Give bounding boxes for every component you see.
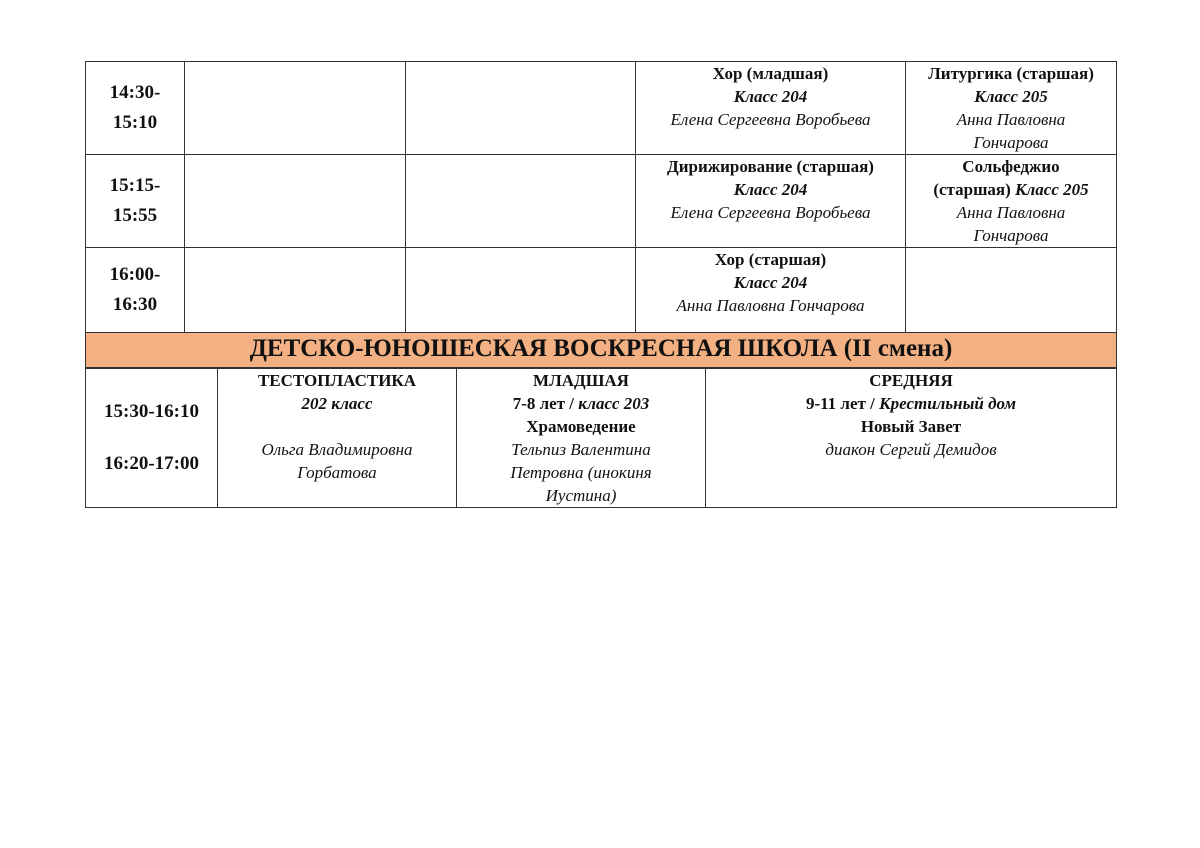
empty-cell <box>185 155 406 248</box>
lesson-subject: Литургика (старшая) <box>928 64 1094 83</box>
group-teacher: Иустина) <box>545 486 617 505</box>
empty-cell <box>406 248 636 333</box>
lesson-teacher: Гончарова <box>973 226 1049 245</box>
table-row <box>86 369 1117 508</box>
table-row <box>86 62 1117 155</box>
lesson-room: Класс 204 <box>733 87 808 106</box>
group-teacher: Горбатова <box>297 463 377 482</box>
sunday-school-table <box>85 368 1117 508</box>
time-start: 15:15- <box>109 175 161 196</box>
lesson-room: Класс 205 <box>1015 180 1089 199</box>
group-cell <box>218 369 457 508</box>
time-start: 16:00- <box>109 264 161 285</box>
lesson-room: Класс 204 <box>733 180 808 199</box>
table-row <box>86 248 1117 333</box>
lesson-cell <box>636 62 906 155</box>
lesson-teacher: Елена Сергеевна Воробьева <box>670 203 871 222</box>
time-cell <box>86 155 185 248</box>
lesson-teacher: Анна Павловна <box>956 110 1066 129</box>
time-cell <box>86 62 185 155</box>
section-banner-row <box>86 333 1117 368</box>
lesson-room: Класс 205 <box>974 87 1048 106</box>
lesson-subject-group: (старшая) <box>933 180 1011 199</box>
time-slot: 16:20-17:00 <box>104 453 199 474</box>
lesson-subject: Дирижирование (старшая) <box>667 157 874 176</box>
time-end: 16:30 <box>112 294 158 315</box>
group-title: МЛАДШАЯ <box>533 371 629 390</box>
time-cell <box>86 369 218 508</box>
lesson-room: Класс 204 <box>733 273 808 292</box>
lesson-subject: Сольфеджио <box>962 157 1060 176</box>
empty-cell <box>185 62 406 155</box>
lesson-cell <box>636 248 906 333</box>
empty-cell <box>406 62 636 155</box>
group-age: 7-8 лет / <box>512 394 579 413</box>
group-room: 202 класс <box>301 394 373 413</box>
lesson-teacher: Анна Павловна <box>956 203 1066 222</box>
group-teacher: Тельпиз Валентина <box>511 440 651 459</box>
lesson-teacher: Елена Сергеевна Воробьева <box>670 110 871 129</box>
empty-cell <box>906 248 1117 333</box>
group-room: класс 203 <box>578 394 650 413</box>
group-room: Крестильный дом <box>879 394 1017 413</box>
lesson-subject: Хор (младшая) <box>712 64 829 83</box>
group-subject: Храмоведение <box>526 417 636 436</box>
group-subject: Новый Завет <box>860 417 962 436</box>
group-title: ТЕСТОПЛАСТИКА <box>257 371 417 390</box>
empty-cell <box>406 155 636 248</box>
lesson-cell <box>636 155 906 248</box>
time-end: 15:10 <box>112 112 158 133</box>
time-start: 14:30- <box>109 82 161 103</box>
table-row <box>86 155 1117 248</box>
section-banner: ДЕТСКО-ЮНОШЕСКАЯ ВОСКРЕСНАЯ ШКОЛА (II смена) <box>86 333 1117 368</box>
time-slot: 15:30-16:10 <box>104 401 199 422</box>
lesson-cell <box>906 155 1117 248</box>
group-teacher: Петровна (инокиня <box>510 463 652 482</box>
group-cell <box>706 369 1117 508</box>
schedule-sheet <box>85 61 1116 508</box>
time-cell <box>86 248 185 333</box>
schedule-table <box>85 61 1117 368</box>
lesson-subject: Хор (старшая) <box>714 250 827 269</box>
group-cell <box>457 369 706 508</box>
lesson-teacher: Анна Павловна Гончарова <box>676 296 865 315</box>
group-age: 9-11 лет / <box>805 394 880 413</box>
lesson-cell <box>906 62 1117 155</box>
empty-cell <box>185 248 406 333</box>
lesson-teacher: Гончарова <box>973 133 1049 152</box>
time-end: 15:55 <box>112 205 158 226</box>
group-teacher: Ольга Владимировна <box>261 440 413 459</box>
group-teacher: диакон Сергий Демидов <box>825 440 997 459</box>
group-title: СРЕДНЯЯ <box>869 371 953 390</box>
